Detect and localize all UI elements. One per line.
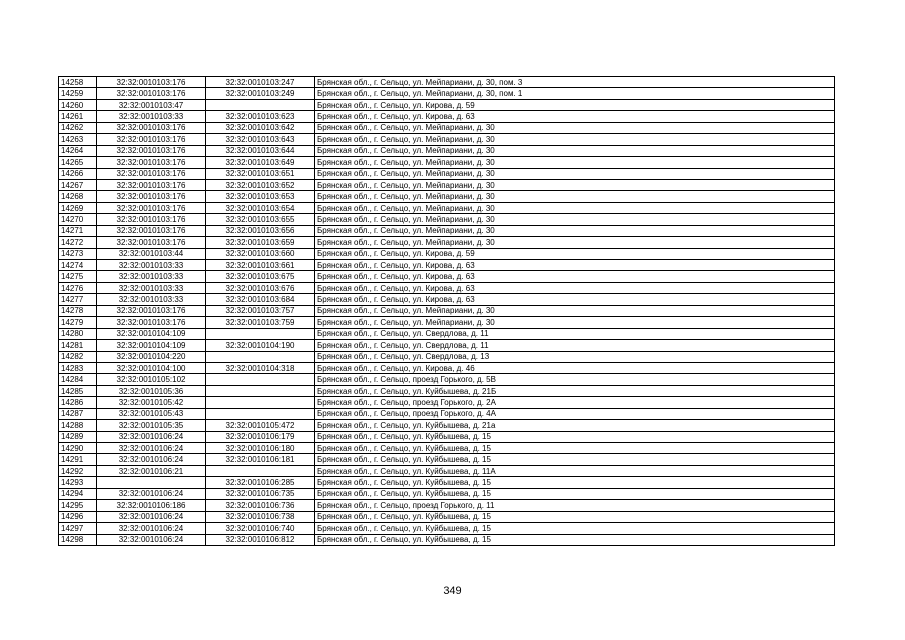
row-number-cell: 14265 — [59, 157, 97, 168]
address-cell: Брянская обл., г. Сельцо, ул. Мейпариани, д. 30 — [315, 179, 835, 190]
row-number-cell: 14285 — [59, 385, 97, 396]
row-number-cell: 14260 — [59, 99, 97, 110]
row-number-cell: 14283 — [59, 362, 97, 373]
row-number-cell: 14287 — [59, 408, 97, 419]
parcel-cadastral-cell: 32:32:0010103:176 — [97, 168, 206, 179]
object-cadastral-cell — [206, 465, 315, 476]
address-cell: Брянская обл., г. Сельцо, ул. Куйбышева, д. 15 — [315, 477, 835, 488]
parcel-cadastral-cell: 32:32:0010103:176 — [97, 237, 206, 248]
address-cell: Брянская обл., г. Сельцо, ул. Свердлова, д. 11 — [315, 328, 835, 339]
address-cell: Брянская обл., г. Сельцо, ул. Кирова, д. 63 — [315, 294, 835, 305]
address-cell: Брянская обл., г. Сельцо, ул. Кирова, д. 46 — [315, 362, 835, 373]
table-row — [59, 225, 835, 236]
parcel-cadastral-cell: 32:32:0010103:47 — [97, 99, 206, 110]
row-number-cell: 14297 — [59, 523, 97, 534]
object-cadastral-cell: 32:32:0010103:660 — [206, 248, 315, 259]
parcel-cadastral-cell: 32:32:0010106:24 — [97, 523, 206, 534]
parcel-cadastral-cell: 32:32:0010105:36 — [97, 385, 206, 396]
table-row — [59, 294, 835, 305]
table-row — [59, 191, 835, 202]
object-cadastral-cell: 32:32:0010103:659 — [206, 237, 315, 248]
parcel-cadastral-cell: 32:32:0010103:176 — [97, 317, 206, 328]
parcel-cadastral-cell: 32:32:0010106:24 — [97, 454, 206, 465]
address-cell: Брянская обл., г. Сельцо, ул. Куйбышева, д. 15 — [315, 443, 835, 454]
parcel-cadastral-cell: 32:32:0010106:24 — [97, 534, 206, 545]
address-cell: Брянская обл., г. Сельцо, ул. Кирова, д. 59 — [315, 248, 835, 259]
parcel-cadastral-cell: 32:32:0010103:33 — [97, 282, 206, 293]
address-cell: Брянская обл., г. Сельцо, проезд Горького, д. 4А — [315, 408, 835, 419]
table-row — [59, 385, 835, 396]
table-row — [59, 99, 835, 110]
address-cell: Брянская обл., г. Сельцо, ул. Кирова, д. 63 — [315, 111, 835, 122]
object-cadastral-cell: 32:32:0010106:179 — [206, 431, 315, 442]
row-number-cell: 14274 — [59, 260, 97, 271]
table-row — [59, 408, 835, 419]
object-cadastral-cell: 32:32:0010106:181 — [206, 454, 315, 465]
table-row — [59, 397, 835, 408]
address-cell: Брянская обл., г. Сельцо, ул. Куйбышева, д. 15 — [315, 511, 835, 522]
address-cell: Брянская обл., г. Сельцо, ул. Куйбышева, д. 15 — [315, 488, 835, 499]
table-row — [59, 511, 835, 522]
row-number-cell: 14264 — [59, 145, 97, 156]
table-row — [59, 271, 835, 282]
address-cell: Брянская обл., г. Сельцо, ул. Куйбышева, д. 21а — [315, 420, 835, 431]
parcel-cadastral-cell: 32:32:0010105:102 — [97, 374, 206, 385]
object-cadastral-cell: 32:32:0010103:653 — [206, 191, 315, 202]
address-cell: Брянская обл., г. Сельцо, ул. Мейпариани, д. 30 — [315, 168, 835, 179]
row-number-cell: 14258 — [59, 77, 97, 88]
page-number: 349 — [443, 585, 462, 597]
row-number-cell: 14281 — [59, 340, 97, 351]
row-number-cell: 14278 — [59, 305, 97, 316]
row-number-cell: 14289 — [59, 431, 97, 442]
row-number-cell: 14291 — [59, 454, 97, 465]
parcel-cadastral-cell: 32:32:0010103:176 — [97, 145, 206, 156]
table-row — [59, 88, 835, 99]
address-cell: Брянская обл., г. Сельцо, ул. Мейпариани, д. 30 — [315, 134, 835, 145]
address-cell: Брянская обл., г. Сельцо, ул. Мейпариани, д. 30, пом. 3 — [315, 77, 835, 88]
object-cadastral-cell — [206, 385, 315, 396]
row-number-cell: 14298 — [59, 534, 97, 545]
row-number-cell: 14266 — [59, 168, 97, 179]
row-number-cell: 14270 — [59, 214, 97, 225]
parcel-cadastral-cell: 32:32:0010105:35 — [97, 420, 206, 431]
row-number-cell: 14267 — [59, 179, 97, 190]
address-cell: Брянская обл., г. Сельцо, ул. Кирова, д. 63 — [315, 260, 835, 271]
object-cadastral-cell: 32:32:0010104:318 — [206, 362, 315, 373]
address-cell: Брянская обл., г. Сельцо, ул. Мейпариани, д. 30 — [315, 214, 835, 225]
row-number-cell: 14290 — [59, 443, 97, 454]
address-cell: Брянская обл., г. Сельцо, ул. Мейпариани, д. 30 — [315, 191, 835, 202]
row-number-cell: 14275 — [59, 271, 97, 282]
parcel-cadastral-cell: 32:32:0010106:21 — [97, 465, 206, 476]
row-number-cell: 14296 — [59, 511, 97, 522]
address-cell: Брянская обл., г. Сельцо, проезд Горького, д. 11 — [315, 500, 835, 511]
object-cadastral-cell: 32:32:0010103:684 — [206, 294, 315, 305]
object-cadastral-cell: 32:32:0010103:661 — [206, 260, 315, 271]
address-cell: Брянская обл., г. Сельцо, ул. Мейпариани, д. 30 — [315, 317, 835, 328]
registry-table — [58, 76, 835, 546]
table-row — [59, 443, 835, 454]
table-row — [59, 534, 835, 545]
object-cadastral-cell: 32:32:0010103:757 — [206, 305, 315, 316]
parcel-cadastral-cell: 32:32:0010106:24 — [97, 511, 206, 522]
parcel-cadastral-cell: 32:32:0010103:176 — [97, 77, 206, 88]
parcel-cadastral-cell: 32:32:0010104:100 — [97, 362, 206, 373]
row-number-cell: 14294 — [59, 488, 97, 499]
object-cadastral-cell: 32:32:0010103:642 — [206, 122, 315, 133]
table-row — [59, 157, 835, 168]
table-row — [59, 305, 835, 316]
object-cadastral-cell: 32:32:0010106:736 — [206, 500, 315, 511]
object-cadastral-cell: 32:32:0010103:623 — [206, 111, 315, 122]
object-cadastral-cell: 32:32:0010106:180 — [206, 443, 315, 454]
parcel-cadastral-cell: 32:32:0010103:33 — [97, 271, 206, 282]
parcel-cadastral-cell: 32:32:0010104:109 — [97, 328, 206, 339]
row-number-cell: 14280 — [59, 328, 97, 339]
object-cadastral-cell — [206, 408, 315, 419]
object-cadastral-cell: 32:32:0010103:643 — [206, 134, 315, 145]
address-cell: Брянская обл., г. Сельцо, проезд Горького, д. 2А — [315, 397, 835, 408]
table-row — [59, 202, 835, 213]
object-cadastral-cell: 32:32:0010104:190 — [206, 340, 315, 351]
row-number-cell: 14263 — [59, 134, 97, 145]
object-cadastral-cell — [206, 374, 315, 385]
row-number-cell: 14292 — [59, 465, 97, 476]
parcel-cadastral-cell: 32:32:0010105:42 — [97, 397, 206, 408]
object-cadastral-cell: 32:32:0010103:649 — [206, 157, 315, 168]
parcel-cadastral-cell: 32:32:0010103:176 — [97, 88, 206, 99]
row-number-cell: 14284 — [59, 374, 97, 385]
parcel-cadastral-cell: 32:32:0010103:176 — [97, 202, 206, 213]
address-cell: Брянская обл., г. Сельцо, ул. Свердлова, д. 13 — [315, 351, 835, 362]
table-row — [59, 260, 835, 271]
row-number-cell: 14271 — [59, 225, 97, 236]
row-number-cell: 14295 — [59, 500, 97, 511]
table-row — [59, 374, 835, 385]
table-row — [59, 237, 835, 248]
parcel-cadastral-cell: 32:32:0010103:33 — [97, 111, 206, 122]
address-cell: Брянская обл., г. Сельцо, ул. Кирова, д. 63 — [315, 271, 835, 282]
table-row — [59, 317, 835, 328]
table-row — [59, 465, 835, 476]
object-cadastral-cell: 32:32:0010106:285 — [206, 477, 315, 488]
table-row — [59, 420, 835, 431]
parcel-cadastral-cell: 32:32:0010103:176 — [97, 122, 206, 133]
row-number-cell: 14268 — [59, 191, 97, 202]
row-number-cell: 14269 — [59, 202, 97, 213]
address-cell: Брянская обл., г. Сельцо, ул. Мейпариани, д. 30 — [315, 157, 835, 168]
object-cadastral-cell: 32:32:0010103:652 — [206, 179, 315, 190]
row-number-cell: 14279 — [59, 317, 97, 328]
row-number-cell: 14288 — [59, 420, 97, 431]
table-row — [59, 122, 835, 133]
parcel-cadastral-cell: 32:32:0010103:176 — [97, 157, 206, 168]
object-cadastral-cell: 32:32:0010103:644 — [206, 145, 315, 156]
address-cell: Брянская обл., г. Сельцо, ул. Мейпариани, д. 30 — [315, 122, 835, 133]
address-cell: Брянская обл., г. Сельцо, ул. Куйбышева, д. 21Б — [315, 385, 835, 396]
address-cell: Брянская обл., г. Сельцо, ул. Мейпариани, д. 30, пом. 1 — [315, 88, 835, 99]
object-cadastral-cell: 32:32:0010103:651 — [206, 168, 315, 179]
row-number-cell: 14293 — [59, 477, 97, 488]
parcel-cadastral-cell: 32:32:0010103:44 — [97, 248, 206, 259]
parcel-cadastral-cell: 32:32:0010103:176 — [97, 134, 206, 145]
table-row — [59, 282, 835, 293]
parcel-cadastral-cell: 32:32:0010103:176 — [97, 225, 206, 236]
object-cadastral-cell: 32:32:0010103:676 — [206, 282, 315, 293]
object-cadastral-cell — [206, 328, 315, 339]
address-cell: Брянская обл., г. Сельцо, ул. Свердлова, д. 11 — [315, 340, 835, 351]
address-cell: Брянская обл., г. Сельцо, ул. Куйбышева, д. 15 — [315, 454, 835, 465]
parcel-cadastral-cell: 32:32:0010103:33 — [97, 294, 206, 305]
parcel-cadastral-cell: 32:32:0010106:24 — [97, 431, 206, 442]
object-cadastral-cell: 32:32:0010105:472 — [206, 420, 315, 431]
table-row — [59, 214, 835, 225]
row-number-cell: 14276 — [59, 282, 97, 293]
object-cadastral-cell: 32:32:0010106:738 — [206, 511, 315, 522]
address-cell: Брянская обл., г. Сельцо, ул. Мейпариани, д. 30 — [315, 225, 835, 236]
object-cadastral-cell: 32:32:0010103:675 — [206, 271, 315, 282]
address-cell: Брянская обл., г. Сельцо, ул. Куйбышева, д. 15 — [315, 534, 835, 545]
table-row — [59, 340, 835, 351]
address-cell: Брянская обл., г. Сельцо, ул. Мейпариани, д. 30 — [315, 202, 835, 213]
parcel-cadastral-cell: 32:32:0010104:109 — [97, 340, 206, 351]
table-row — [59, 77, 835, 88]
object-cadastral-cell: 32:32:0010106:735 — [206, 488, 315, 499]
parcel-cadastral-cell: 32:32:0010106:24 — [97, 488, 206, 499]
address-cell: Брянская обл., г. Сельцо, ул. Куйбышева, д. 11А — [315, 465, 835, 476]
table-row — [59, 523, 835, 534]
row-number-cell: 14273 — [59, 248, 97, 259]
row-number-cell: 14277 — [59, 294, 97, 305]
row-number-cell: 14272 — [59, 237, 97, 248]
row-number-cell: 14259 — [59, 88, 97, 99]
parcel-cadastral-cell: 32:32:0010105:43 — [97, 408, 206, 419]
address-cell: Брянская обл., г. Сельцо, ул. Кирова, д. 59 — [315, 99, 835, 110]
address-cell: Брянская обл., г. Сельцо, ул. Кирова, д. 63 — [315, 282, 835, 293]
table-row — [59, 500, 835, 511]
object-cadastral-cell: 32:32:0010103:655 — [206, 214, 315, 225]
object-cadastral-cell: 32:32:0010103:654 — [206, 202, 315, 213]
parcel-cadastral-cell: 32:32:0010103:176 — [97, 179, 206, 190]
address-cell: Брянская обл., г. Сельцо, ул. Куйбышева, д. 15 — [315, 431, 835, 442]
object-cadastral-cell: 32:32:0010103:656 — [206, 225, 315, 236]
table-row — [59, 145, 835, 156]
parcel-cadastral-cell — [97, 477, 206, 488]
row-number-cell: 14261 — [59, 111, 97, 122]
table-row — [59, 362, 835, 373]
object-cadastral-cell: 32:32:0010106:812 — [206, 534, 315, 545]
parcel-cadastral-cell: 32:32:0010103:176 — [97, 214, 206, 225]
address-cell: Брянская обл., г. Сельцо, ул. Куйбышева, д. 15 — [315, 523, 835, 534]
object-cadastral-cell — [206, 99, 315, 110]
table-row — [59, 111, 835, 122]
address-cell: Брянская обл., г. Сельцо, ул. Мейпариани, д. 30 — [315, 145, 835, 156]
row-number-cell: 14262 — [59, 122, 97, 133]
object-cadastral-cell: 32:32:0010106:740 — [206, 523, 315, 534]
table-row — [59, 351, 835, 362]
row-number-cell: 14282 — [59, 351, 97, 362]
table-row — [59, 488, 835, 499]
parcel-cadastral-cell: 32:32:0010106:186 — [97, 500, 206, 511]
object-cadastral-cell: 32:32:0010103:249 — [206, 88, 315, 99]
table-row — [59, 454, 835, 465]
object-cadastral-cell — [206, 397, 315, 408]
address-cell: Брянская обл., г. Сельцо, ул. Мейпариани, д. 30 — [315, 237, 835, 248]
address-cell: Брянская обл., г. Сельцо, ул. Мейпариани, д. 30 — [315, 305, 835, 316]
table-row — [59, 248, 835, 259]
parcel-cadastral-cell: 32:32:0010103:176 — [97, 305, 206, 316]
table-row — [59, 168, 835, 179]
object-cadastral-cell: 32:32:0010103:759 — [206, 317, 315, 328]
parcel-cadastral-cell: 32:32:0010103:176 — [97, 191, 206, 202]
parcel-cadastral-cell: 32:32:0010106:24 — [97, 443, 206, 454]
table-row — [59, 179, 835, 190]
object-cadastral-cell: 32:32:0010103:247 — [206, 77, 315, 88]
address-cell: Брянская обл., г. Сельцо, проезд Горького, д. 5В — [315, 374, 835, 385]
registry-table-body — [59, 77, 835, 546]
table-row — [59, 134, 835, 145]
table-row — [59, 477, 835, 488]
table-row — [59, 431, 835, 442]
table-row — [59, 328, 835, 339]
object-cadastral-cell — [206, 351, 315, 362]
row-number-cell: 14286 — [59, 397, 97, 408]
parcel-cadastral-cell: 32:32:0010104:220 — [97, 351, 206, 362]
parcel-cadastral-cell: 32:32:0010103:33 — [97, 260, 206, 271]
